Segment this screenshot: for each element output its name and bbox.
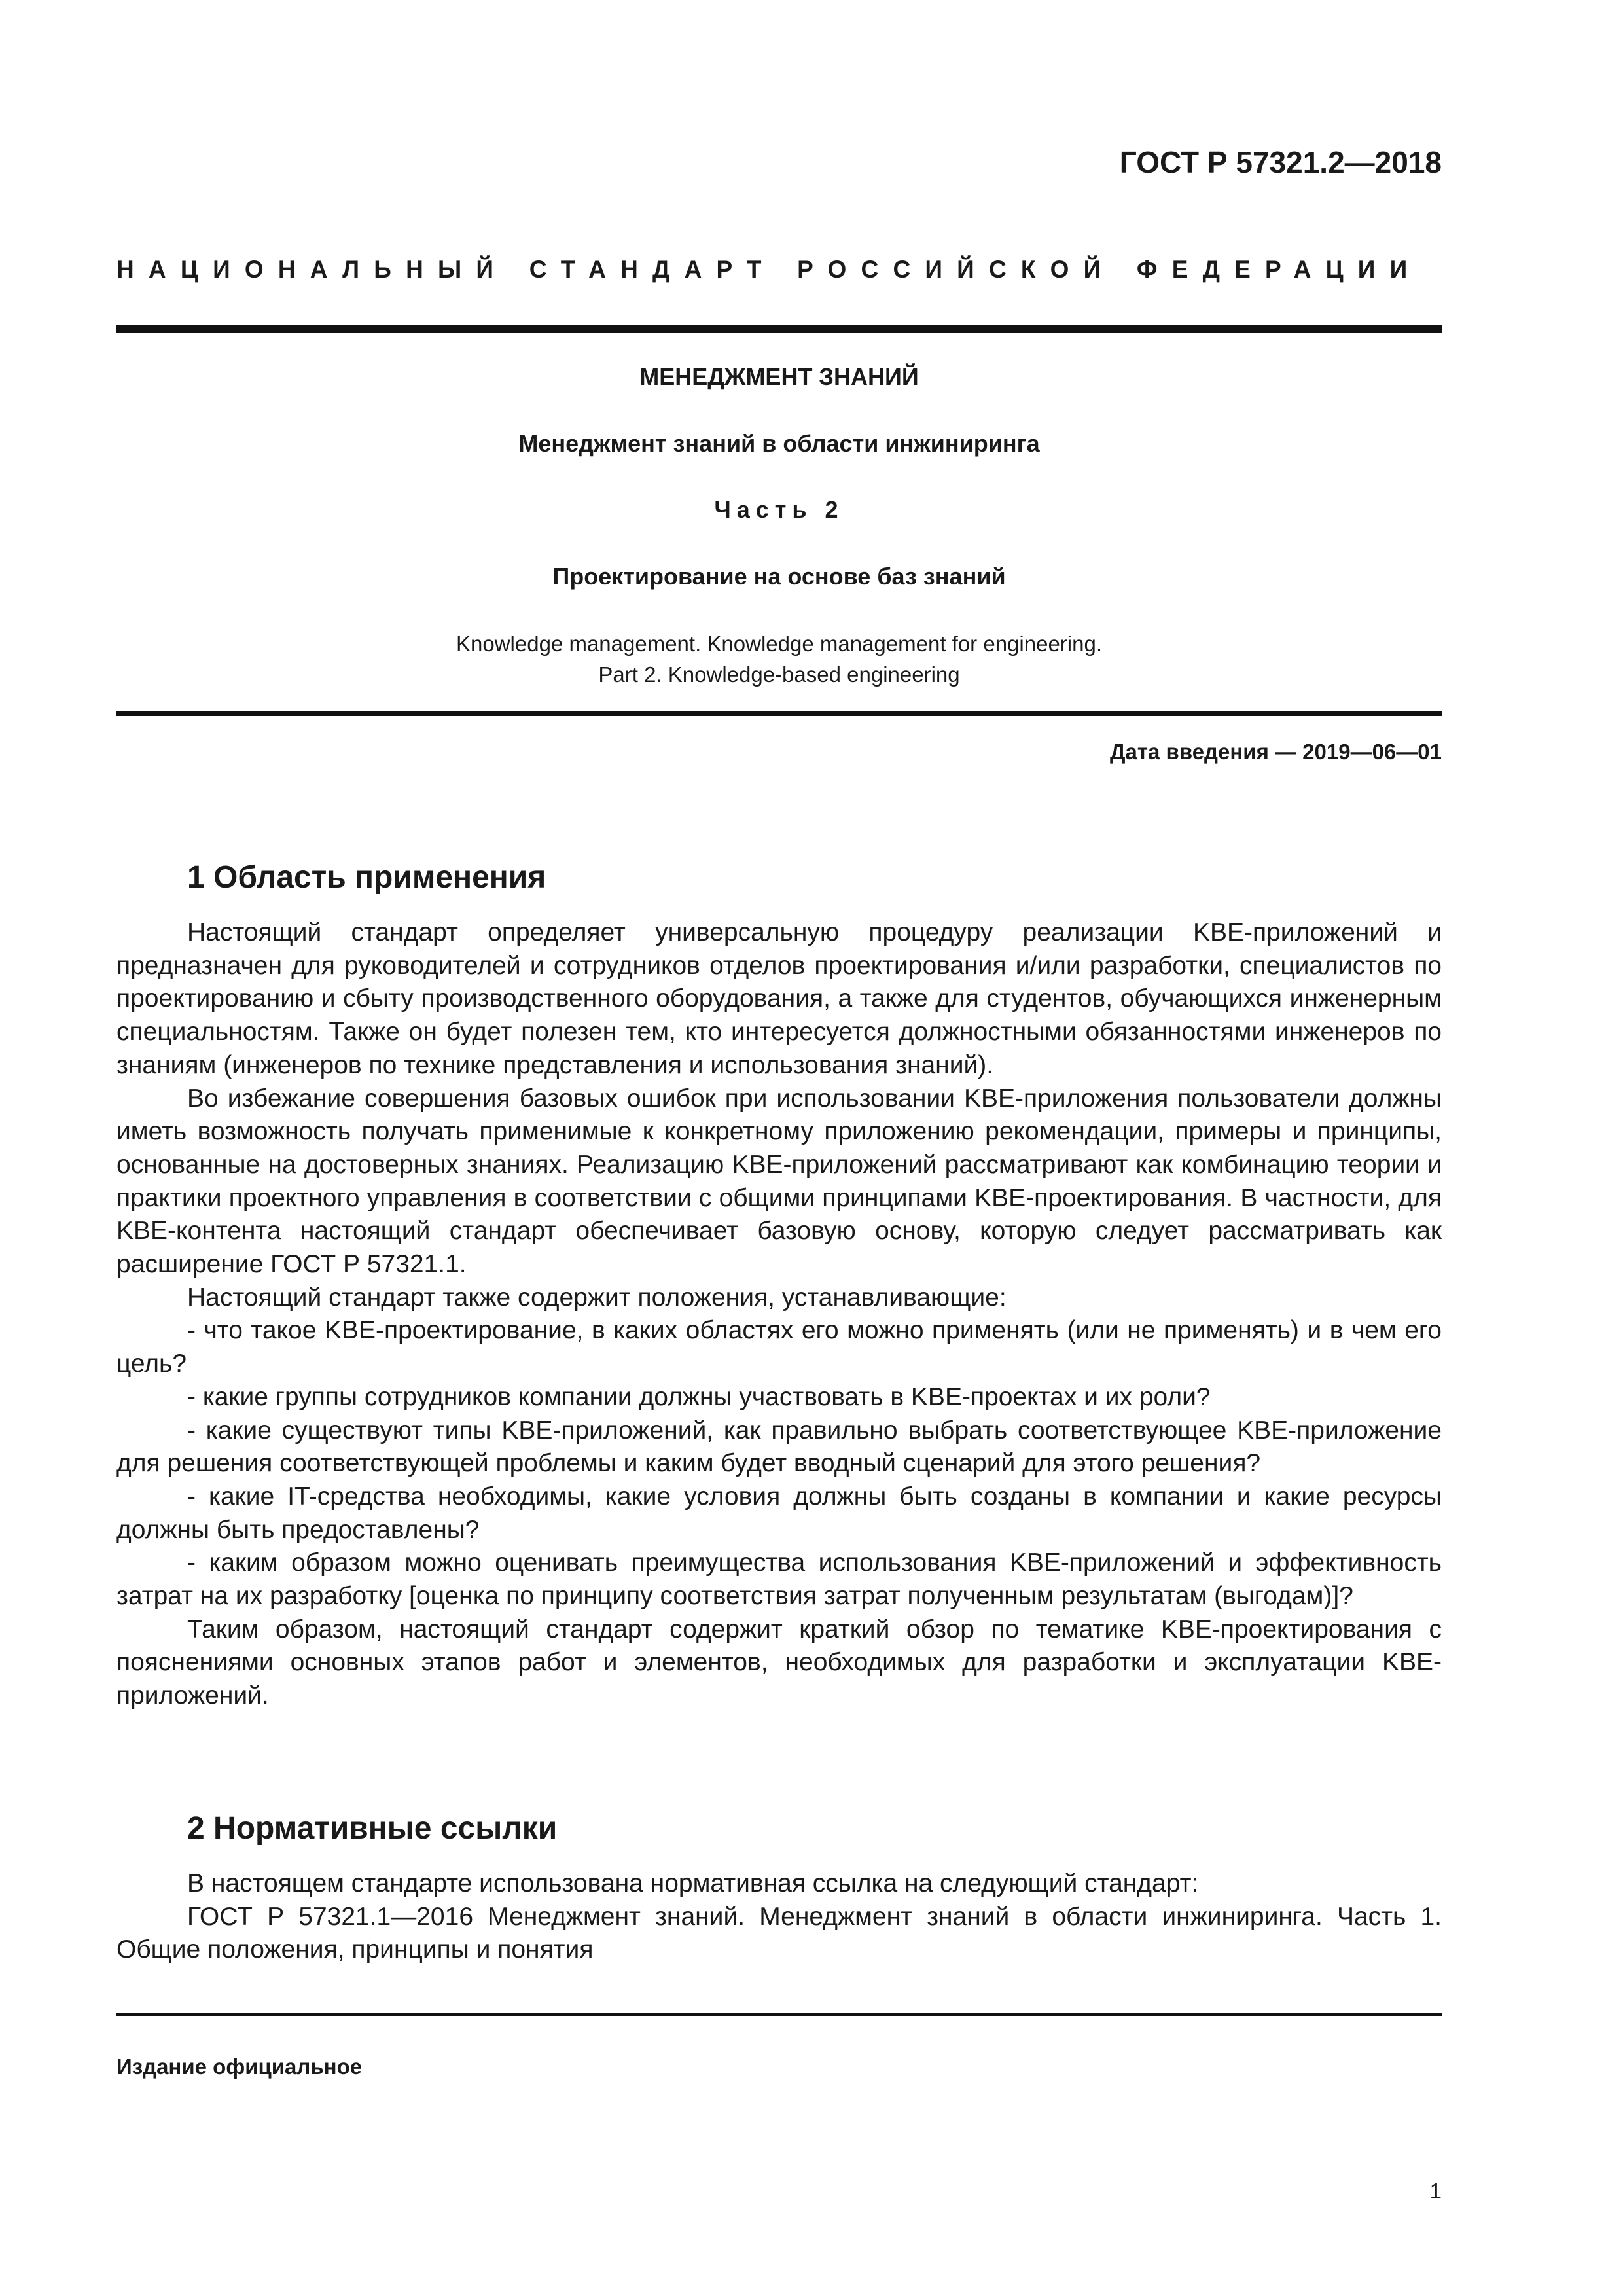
document-subtitle: Менеджмент знаний в области инжиниринга <box>518 430 1040 457</box>
section-body <box>116 1867 1442 1967</box>
page-number: 1 <box>1429 2179 1442 2203</box>
list-item: - какие IT-средства необходимы, какие условия должны быть созданы в компании и какие ресурсы должны быть предоставлены? <box>116 1482 1442 1544</box>
paragraph: Настоящий стандарт также содержит положения, устанавливающие: <box>187 1283 1007 1312</box>
part-title: Проектирование на основе баз знаний <box>552 563 1006 590</box>
title-divider <box>116 711 1442 716</box>
standard-designation: ГОСТ Р 57321.2—2018 <box>1119 145 1442 179</box>
section-heading: 1 Область применения <box>187 860 546 895</box>
introduction-date: Дата введения — 2019—06—01 <box>1110 740 1442 764</box>
part-label: Часть 2 <box>714 496 844 523</box>
document-title: МЕНЕДЖМЕНТ ЗНАНИЙ <box>639 363 919 390</box>
list-item: - что такое KBE-проектирование, в каких областях его можно применять (или не применять) и в чем его цель? <box>116 1316 1442 1378</box>
paragraph: Во избежание совершения базовых ошибок при использовании KBE-приложения пользователи должны иметь возможность получать применимые к конкретному приложению рекомендации, примеры и принципы, основанные на достоверных знаниях. Реализацию KBE-приложений рассматривают как комбинацию теории и практики проектного управления в соответствии с общими принципами KBE-проектирования. В частности, для KBE-контента настоящий стандарт обеспечивает базовую основу, которую следует рассматривать как расширение ГОСТ Р 57321.1. <box>116 1084 1442 1279</box>
paragraph: В настоящем стандарте использована нормативная ссылка на следующий стандарт: <box>187 1869 1199 1897</box>
footer-divider <box>116 2013 1442 2016</box>
paragraph: Таким образом, настоящий стандарт содержит краткий обзор по тематике KBE-проектирования с пояснениями основных этапов работ и элементов, необходимых для разработки и эксплуатации KBE-приложений. <box>116 1615 1442 1710</box>
list-item: - какие группы сотрудников компании должны участвовать в KBE-проектах и их роли? <box>187 1382 1211 1411</box>
top-divider <box>116 325 1442 333</box>
section-heading: 2 Нормативные ссылки <box>187 1811 558 1846</box>
edition-label: Издание официальное <box>116 2054 363 2079</box>
national-standard-banner: НАЦИОНАЛЬНЫЙ СТАНДАРТ РОССИЙСКОЙ ФЕДЕРАЦИИ <box>116 256 1422 283</box>
list-item: - каким образом можно оценивать преимущества использования KBE-приложений и эффективность затрат на их разработку [оценка по принципу соответствия затрат полученным результатам (выгодам)]? <box>116 1549 1442 1611</box>
english-title-line: Knowledge management. Knowledge management for engineering. <box>456 632 1102 656</box>
english-title <box>116 628 1442 690</box>
section-body <box>116 916 1442 1713</box>
english-title-line: Part 2. Knowledge-based engineering <box>598 662 960 687</box>
reference-item: ГОСТ Р 57321.1—2016 Менеджмент знаний. Менеджмент знаний в области инжиниринга. Часть 1. Общие положения, принципы и понятия <box>116 1902 1442 1964</box>
list-item: - какие существуют типы KBE-приложений, как правильно выбрать соответствующее KBE-приложение для решения соответствующей проблемы и каким будет вводный сценарий для этого решения? <box>116 1416 1442 1478</box>
paragraph: Настоящий стандарт определяет универсальную процедуру реализации KBE-приложений и предназначен для руководителей и сотрудников отделов проектирования и/или разработки, специалистов по проектированию и сбыту производственного оборудования, а также для студентов, обучающихся инженерным специальностям. Также он будет полезен тем, кто интересуется должностными обязанностями инженеров по знаниям (инженеров по технике представления и использования знаний). <box>116 918 1442 1079</box>
